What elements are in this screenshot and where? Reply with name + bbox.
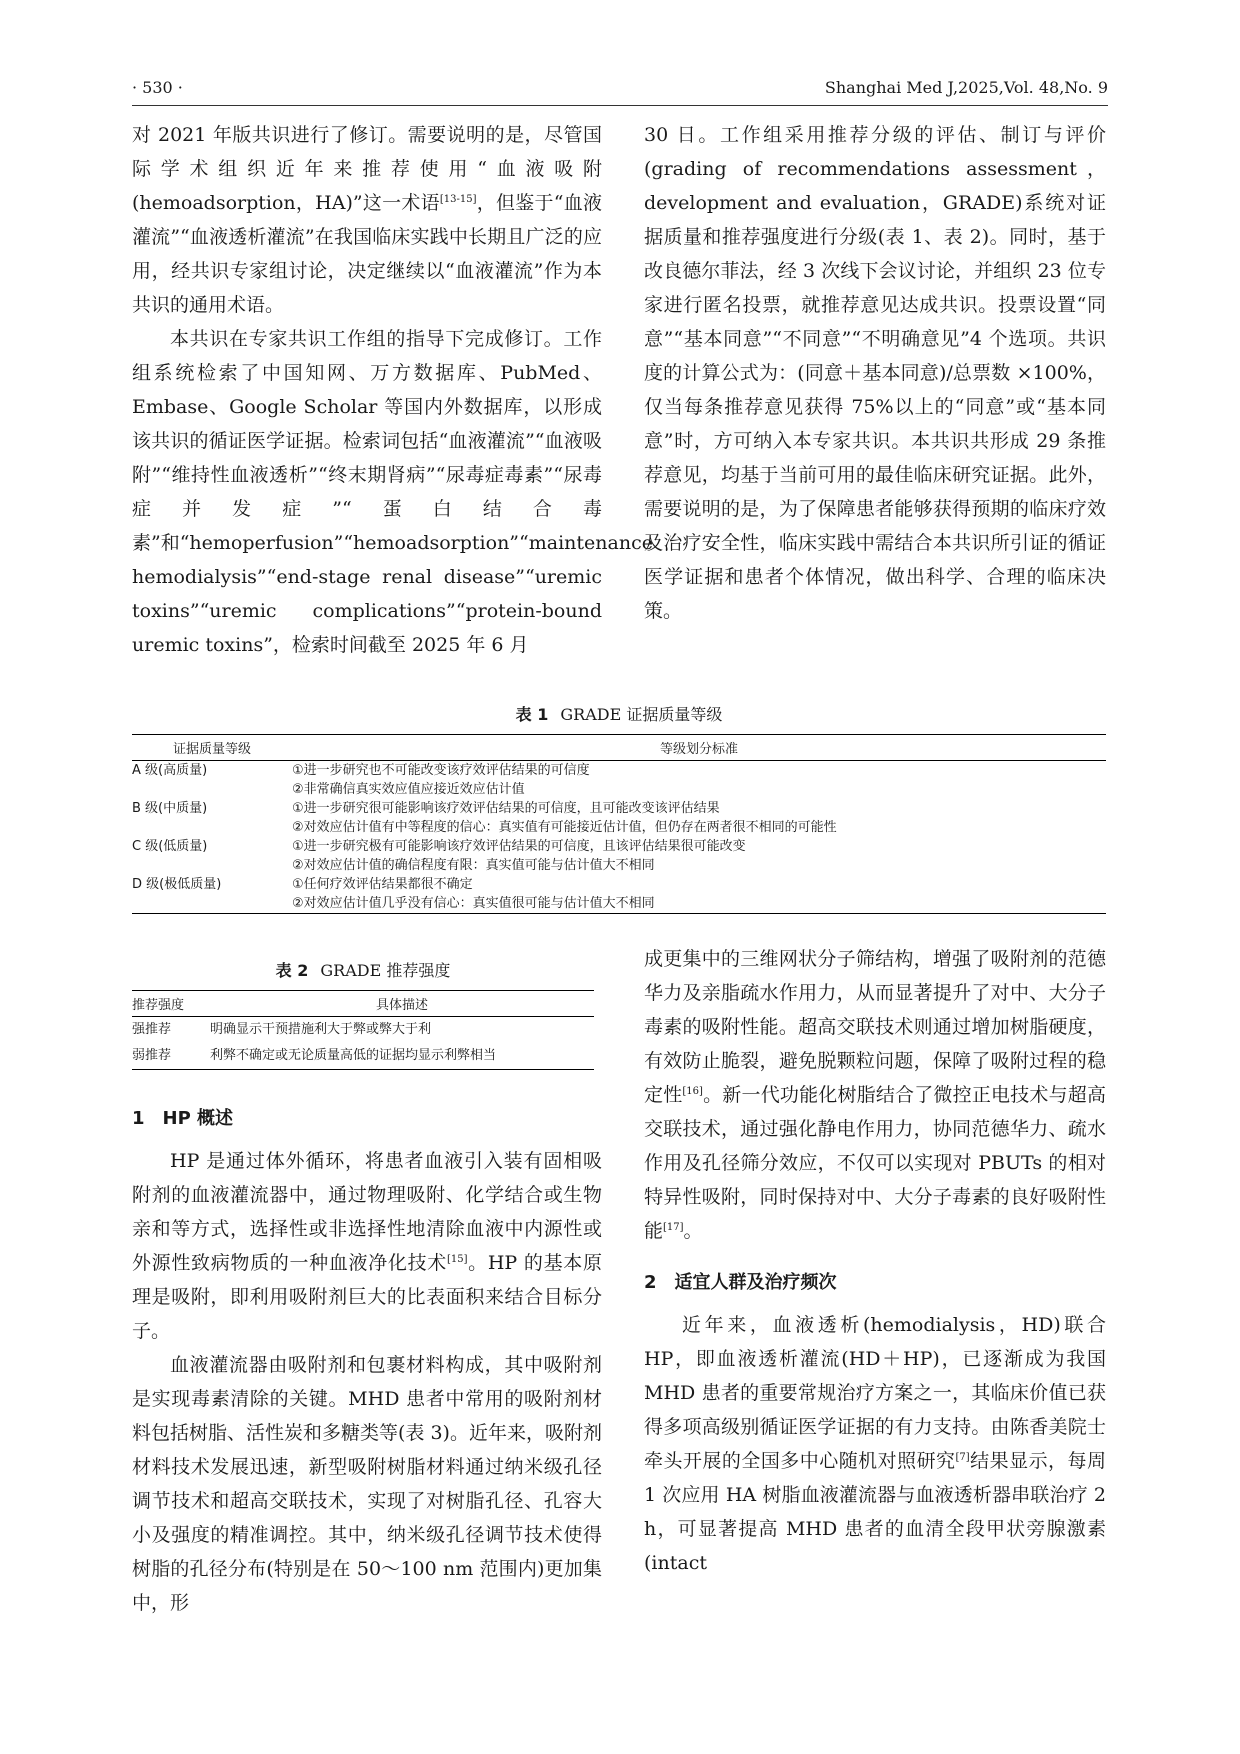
paragraph: 近年来，血液透析(hemodialysis，HD)联合 HP，即血液透析灌流(HD＋HP)，已逐渐成为我国 MHD 患者的重要常规治疗方案之一，其临床价值已获得多项高级别循证医学证据的有力支持。由陈香美院士牵头开展的全国多中心随机对照研究[7]结果显示，每周 1 次应用 HA 树脂血液灌流器与血液透析器串联治疗 2 h，可显著提高 MHD 患者的血清全段甲状旁腺激素(intact	[644, 1314, 1106, 1574]
paragraph: 本共识在专家共识工作组的指导下完成修订。工作组系统检索了中国知网、万方数据库、PubMed、Embase、Google Scholar 等国内外数据库，以形成该共识的循证医学证据。检索词包括“血液灌流”“血液吸附”“维持性血液透析”“终末期肾病”“尿毒症毒素”“尿毒症并发症”“蛋白结合毒素”和“hemoperfusion”“hemoadsorption”“maintenance hemodialysis”“end-stage renal disease”“uremic toxins”“uremic complications”“protein-bound uremic toxins”，检索时间截至 2025 年 6 月	[132, 328, 653, 656]
table-row: 强推荐 明确显示干预措施利大于弊或弊大于利	[132, 1022, 432, 1037]
paragraph: HP 是通过体外循环，将患者血液引入装有固相吸附剂的血液灌流器中，通过物理吸附、化学结合或生物亲和等方式，选择性或非选择性地清除血液中内源性或外源性致病物质的一种血液净化技术[15]。HP 的基本原理是吸附，即利用吸附剂巨大的比表面积来结合目标分子。	[132, 1150, 602, 1342]
table-header: 具体描述	[210, 991, 594, 1017]
table-row: A 级(高质量) ①进一步研究也不可能改变该疗效评估结果的可信度 ②非常确信真实效应值应接近效应估计值	[132, 763, 590, 797]
top-left-column	[132, 118, 653, 662]
section1	[132, 1096, 602, 1620]
top-right-column	[644, 118, 1106, 628]
table-row: B 级(中质量) ①进一步研究很可能影响该疗效评估结果的可信度，且可能改变该评估结果 ②对效应估计值有中等程度的信心：真实值有可能接近估计值，但仍存在两者很不相同的可能性	[132, 801, 837, 835]
table2	[132, 990, 594, 1070]
paragraph: 30 日。工作组采用推荐分级的评估、制订与评价(grading of recommendations assessment，development and evaluation，GRADE)系统对证据质量和推荐强度进行分级(表 1、表 2)。同时，基于改良德尔菲法，经 3 次线下会议讨论，并组织 23 位专家进行匿名投票，就推荐意见达成共识。投票设置“同意”“基本同意”“不同意”“不明确意见”4 个选项。共识度的计算公式为：(同意＋基本同意)/总票数 ×100%，仅当每条推荐意见获得 75%以上的“同意”或“基本同意”时，方可纳入本专家共识。本共识共形成 29 条推荐意见，均基于当前可用的最佳临床研究证据。此外，需要说明的是，为了保障患者能够获得预期的临床疗效及治疗安全性，临床实践中需结合本共识所引证的循证医学证据和患者个体情况，做出科学、合理的临床决策。	[644, 124, 1106, 622]
citation: [15]	[446, 1254, 468, 1265]
paragraph: 血液灌流器由吸附剂和包裹材料构成，其中吸附剂是实现毒素清除的关键。MHD 患者中常用的吸附剂材料包括树脂、活性炭和多糖类等(表 3)。近年来，吸附剂材料技术发展迅速，新型吸附树脂材料通过纳米级孔径调节技术和超高交联技术，实现了对树脂孔径、孔容大小及强度的精准调控。其中，纳米级孔径调节技术使得树脂的孔径分布(特别是在 50～100 nm 范围内)更加集中，形	[132, 1354, 602, 1614]
table-header: 推荐强度	[132, 991, 210, 1017]
table-header: 等级划分标准	[292, 735, 1106, 761]
citation: [7]	[955, 1452, 970, 1463]
bottom-right-column	[644, 942, 1106, 1580]
header-rule	[132, 105, 1108, 106]
table1	[132, 734, 1106, 914]
table-header: 证据质量等级	[132, 735, 292, 761]
citation: [13-15]	[439, 194, 477, 205]
section-heading: 1 HP 概述	[132, 1108, 234, 1129]
citation: [17]	[663, 1222, 684, 1233]
table-row: C 级(低质量) ①进一步研究极有可能影响该疗效评估结果的可信度，且该评估结果很可能改变 ②对效应估计值的确信程度有限：真实值可能与估计值大不相同	[132, 839, 746, 873]
page-number: · 530 ·	[132, 78, 183, 97]
table2-caption: 表 2 GRADE 推荐强度	[275, 961, 451, 980]
citation: [16]	[682, 1086, 703, 1097]
table-row: 弱推荐 利弊不确定或无论质量高低的证据均显示利弊相当	[132, 1043, 594, 1070]
journal-citation: Shanghai Med J,2025,Vol. 48,No. 9	[824, 78, 1108, 97]
paragraph: 成更集中的三维网状分子筛结构，增强了吸附剂的范德华力及亲脂疏水作用力，从而显著提升了对中、大分子毒素的吸附性能。超高交联技术则通过增加树脂硬度，有效防止脆裂，避免脱颗粒问题，保障了吸附过程的稳定性[16]。新一代功能化树脂结合了微控正电技术与超高交联技术，通过强化静电作用力，协同范德华力、疏水作用及孔径筛分效应，不仅可以实现对 PBUTs 的相对特异性吸附，同时保持对中、大分子毒素的良好吸附性能[17]。	[644, 948, 1106, 1242]
paragraph: 对 2021 年版共识进行了修订。需要说明的是，尽管国际学术组织近年来推荐使用“血液吸附(hemoadsorption，HA)”这一术语[13-15]，但鉴于“血液灌流”“血液透析灌流”在我国临床实践中长期且广泛的应用，经共识专家组讨论，决定继续以“血液灌流”作为本共识的通用术语。	[132, 124, 602, 316]
section-heading: 2 适宜人群及治疗频次	[644, 1272, 837, 1293]
table1-caption: 表 1 GRADE 证据质量等级	[515, 705, 723, 724]
table-row: D 级(极低质量) ①任何疗效评估结果都很不确定 ②对效应估计值几乎没有信心：真实值很可能与估计值大不相同	[132, 875, 1106, 914]
